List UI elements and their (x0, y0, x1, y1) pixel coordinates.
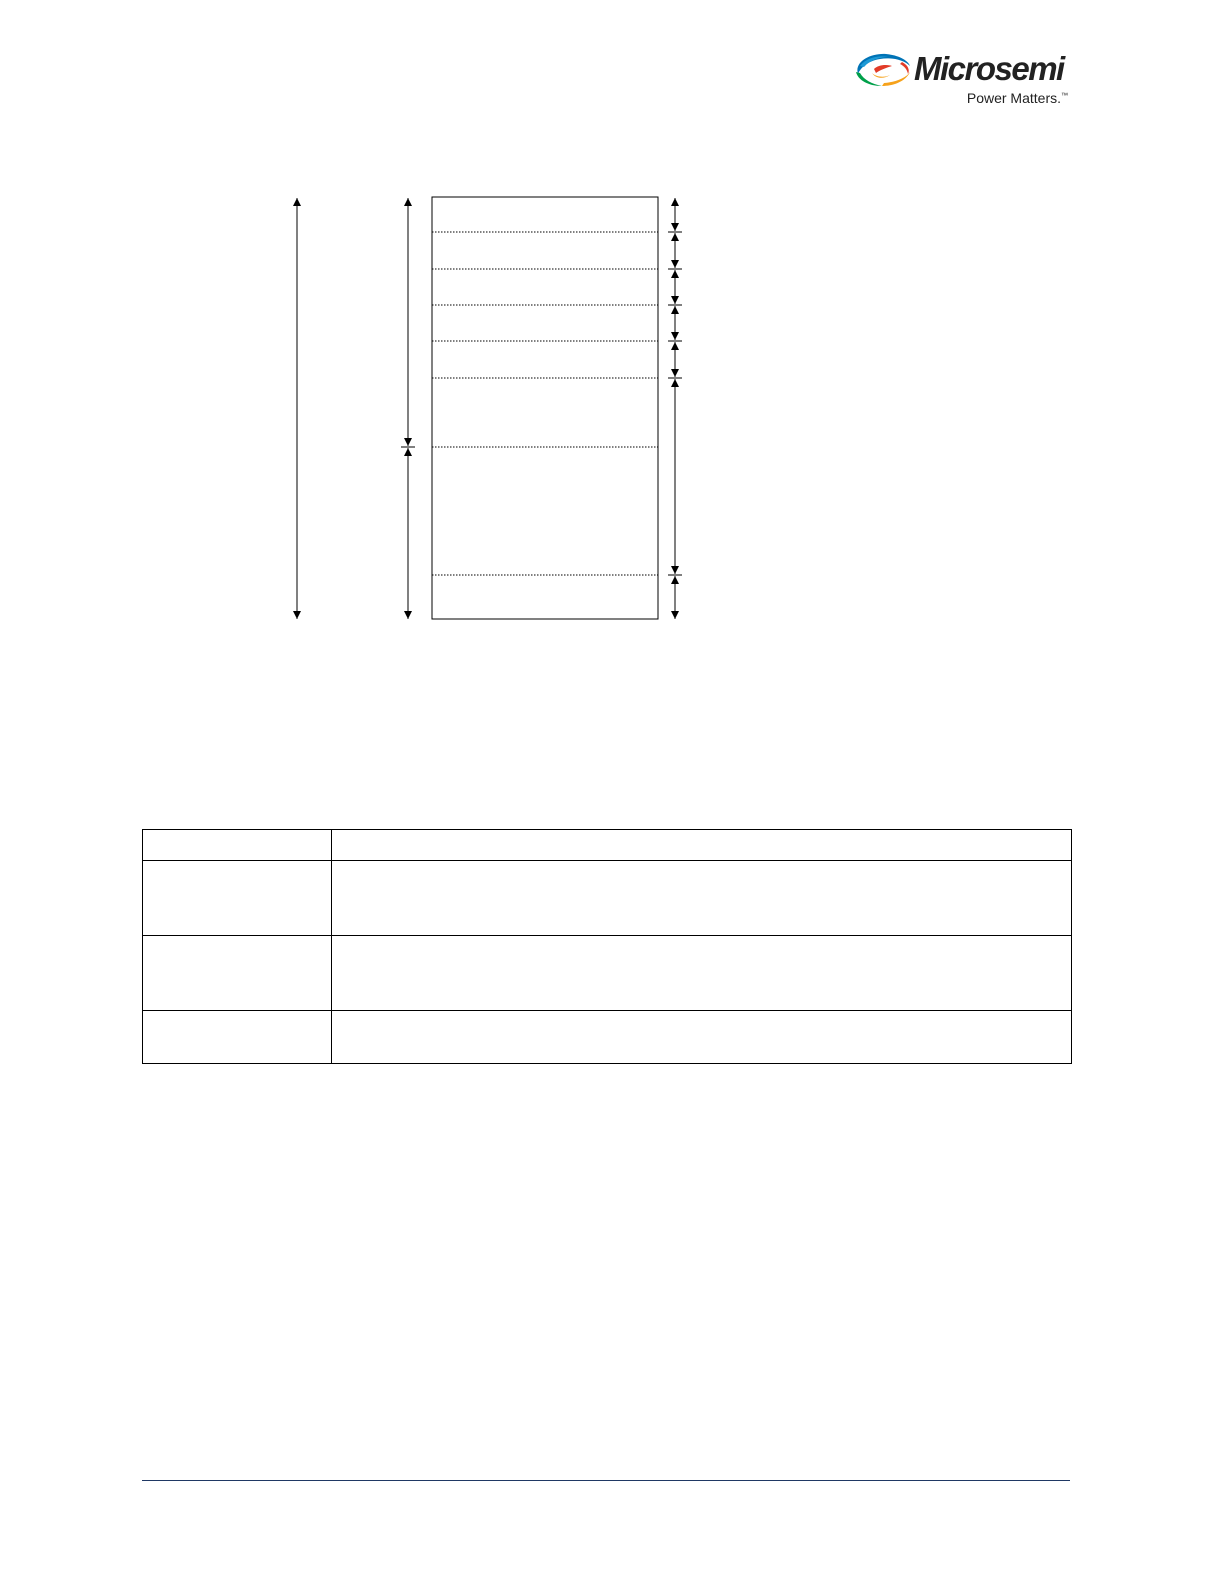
memory-block-outline (432, 197, 658, 619)
table-cell (332, 1011, 1072, 1064)
table-cell (143, 861, 332, 936)
table-cell (332, 830, 1072, 861)
table-cell (143, 830, 332, 861)
table-row (143, 830, 1072, 861)
brand-tagline-text: Power Matters. (966, 90, 1061, 106)
footer-rule (142, 1480, 1070, 1481)
table-cell (143, 936, 332, 1011)
table-cell (332, 861, 1072, 936)
table-cell (143, 1011, 332, 1064)
brand-name: Microsemi (914, 50, 1064, 87)
table-row (143, 1011, 1072, 1064)
description-table (142, 829, 1072, 1064)
segment-dimension-arrows (668, 198, 682, 619)
table-row (143, 861, 1072, 936)
trademark-mark: ™ (1061, 92, 1068, 100)
memory-map-diagram (0, 0, 1224, 700)
memory-partitions (432, 232, 658, 575)
table-row (143, 936, 1072, 1011)
table-cell (332, 936, 1072, 1011)
